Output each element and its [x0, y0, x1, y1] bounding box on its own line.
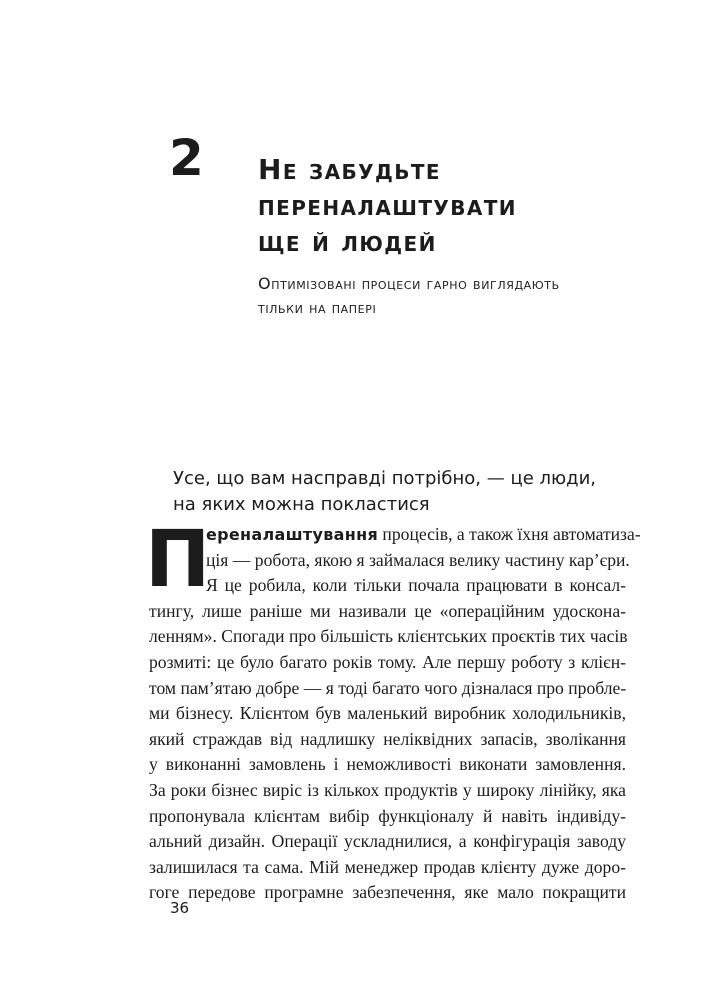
body-line: ми бізнесу. Клієнтом був маленький виробник холодильників,	[149, 703, 626, 724]
chapter-title-line: ще й людей	[258, 225, 437, 258]
body-line: ція — робота, якою я займалася велику частину кар’єри.	[206, 549, 630, 570]
section-heading-line: Усе, що вам насправді потрібно, — це люди,	[173, 468, 597, 489]
section-heading	[173, 466, 673, 518]
chapter-number: 2	[169, 129, 205, 187]
chapter-subtitle-line: Оптимізовані процеси гарно виглядають	[258, 274, 560, 293]
chapter-subtitle	[258, 272, 698, 320]
body-line: у виконанні замовлень і неможливості виконати замовлення.	[149, 754, 626, 775]
drop-cap: П	[145, 515, 211, 605]
body-line: ленням». Спогади про більшість клієнтських проєктів тих часів	[149, 626, 628, 647]
chapter-subtitle-line: тільки на папері	[258, 298, 377, 317]
body-line: пропонувала клієнтам вибір функціоналу й навіть індивіду-	[149, 805, 626, 826]
section-heading-line: на яких можна покластися	[173, 494, 430, 515]
chapter-title-line: Не забудьте	[258, 153, 441, 186]
body-line: гоге передове програмне забезпечення, яке мало покращити	[149, 882, 626, 903]
body-line: За роки бізнес виріс із кількох продуктів у широку лінійку, яка	[149, 779, 626, 800]
body-line	[206, 522, 641, 548]
page-number: 36	[170, 899, 190, 917]
body-line: Я це робила, коли тільки почала працювати в консал-	[206, 575, 626, 596]
body-line-text: процесів, а також їхня автоматиза-	[378, 524, 641, 544]
body-line: який страждав від надлишку неліквідних запасів, зволікання	[149, 728, 626, 749]
lead-word: ереналаштування	[206, 525, 379, 544]
body-line: тингу, лише раніше ми називали це «операційним удоскона-	[149, 600, 626, 621]
body-line: залишилася та сама. Мій менеджер продав клієнту дуже доро-	[149, 856, 626, 877]
body-line: альний дизайн. Операції ускладнилися, а конфігурація заводу	[149, 831, 626, 852]
body-paragraph	[0, 515, 728, 906]
body-line: том пам’ятаю добре — я тоді багато чого дізналася про пробле-	[149, 677, 627, 698]
chapter-title	[258, 152, 698, 260]
body-line: розмиті: це було багато років тому. Але першу роботу з клієн-	[149, 651, 626, 672]
chapter-title-line: переналаштувати	[258, 189, 517, 222]
